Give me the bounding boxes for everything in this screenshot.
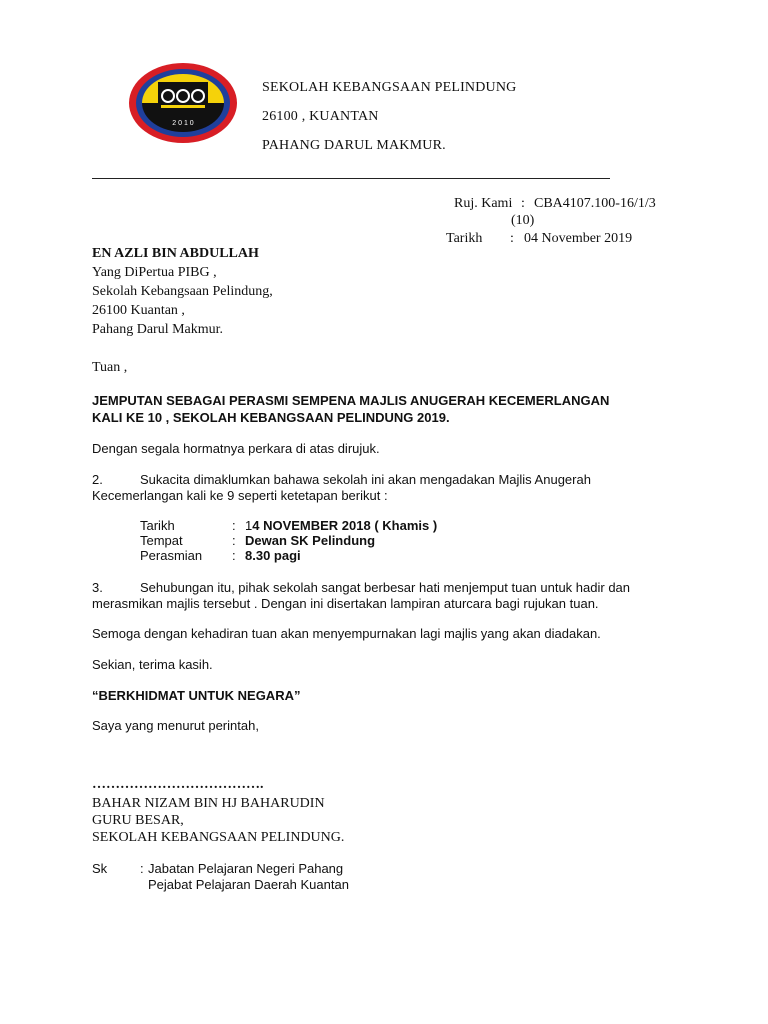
detail-tempat-sep: : [232, 533, 236, 548]
motto: “BERKHIDMAT UNTUK NEGARA” [92, 688, 301, 703]
recipient-line2: Sekolah Kebangsaan Pelindung, [92, 284, 273, 299]
detail-tarikh-prefix: 1 [245, 518, 253, 533]
paragraph-3-line2: merasmikan majlis tersebut . Dengan ini disertakan lampiran aturcara bagi rujukan tuan. [92, 596, 599, 611]
paragraph-2-line2: Kecemerlangan kali ke 9 seperti ketetapan berikut : [92, 488, 388, 503]
school-logo [128, 62, 238, 144]
logo-year: 2 0 1 0 [172, 120, 194, 127]
salutation: Tuan , [92, 360, 128, 375]
detail-tempat-value: Dewan SK Pelindung [245, 533, 376, 548]
cc-line1: Jabatan Pelajaran Negeri Pahang [148, 861, 344, 876]
paragraph-2-number: 2. [92, 472, 103, 487]
subject-line1: JEMPUTAN SEBAGAI PERASMI SEMPENA MAJLIS ANUGERAH KECEMERLANGAN [92, 393, 610, 408]
recipient-line4: Pahang Darul Makmur. [92, 322, 224, 337]
tarikh-value: 04 November 2019 [524, 231, 633, 246]
school-name: SEKOLAH KEBANGSAAN PELINDUNG [262, 80, 517, 95]
ruj-sep: : [521, 196, 525, 211]
ruj-label: Ruj. Kami [454, 196, 513, 211]
ruj-value: CBA4107.100-16/1/3 [534, 196, 656, 211]
header-divider [92, 178, 610, 179]
detail-tarikh-main: 4 NOVEMBER 2018 ( Khamis ) [252, 518, 438, 533]
detail-tarikh-value [245, 518, 437, 533]
detail-tarikh-label: Tarikh [140, 518, 175, 533]
tarikh-sep: : [510, 231, 514, 246]
detail-tarikh-sep: : [232, 518, 236, 533]
cc-line2: Pejabat Pelajaran Daerah Kuantan [148, 877, 349, 892]
paragraph-5: Sekian, terima kasih. [92, 657, 213, 672]
cc-sep: : [140, 861, 144, 876]
paragraph-3-number: 3. [92, 580, 103, 595]
detail-perasmian-sep: : [232, 548, 236, 563]
detail-perasmian-label: Perasmian [140, 548, 203, 563]
intro-paragraph: Dengan segala hormatnya perkara di atas dirujuk. [92, 441, 380, 456]
subject-line2: KALI KE 10 , SEKOLAH KEBANGSAAN PELINDUNG 2019. [92, 410, 450, 425]
ruj-value-cont: (10) [511, 213, 535, 228]
paragraph-3-line1: Sehubungan itu, pihak sekolah sangat berbesar hati menjemput tuan untuk hadir dan [140, 580, 631, 595]
school-state: PAHANG DARUL MAKMUR. [262, 138, 446, 153]
recipient-name: EN AZLI BIN ABDULLAH [92, 246, 259, 261]
paragraph-2-line1: Sukacita dimaklumkan bahawa sekolah ini akan mengadakan Majlis Anugerah [140, 472, 591, 487]
signature-dots: ………………………………. [92, 777, 264, 792]
cc-label: Sk [92, 861, 108, 876]
detail-perasmian-value: 8.30 pagi [245, 548, 301, 563]
tarikh-label: Tarikh [446, 231, 483, 246]
paragraph-4: Semoga dengan kehadiran tuan akan menyempurnakan lagi majlis yang akan diadakan. [92, 626, 601, 641]
school-postcode-city: 26100 , KUANTAN [262, 109, 379, 124]
recipient-line1: Yang DiPertua PIBG , [92, 265, 217, 280]
signatory-title: GURU BESAR, [92, 813, 184, 828]
detail-tempat-label: Tempat [140, 533, 183, 548]
closing-line: Saya yang menurut perintah, [92, 718, 259, 733]
recipient-line3: 26100 Kuantan , [92, 303, 185, 318]
signatory-name: BAHAR NIZAM BIN HJ BAHARUDIN [92, 796, 325, 811]
signatory-school: SEKOLAH KEBANGSAAN PELINDUNG. [92, 830, 345, 845]
